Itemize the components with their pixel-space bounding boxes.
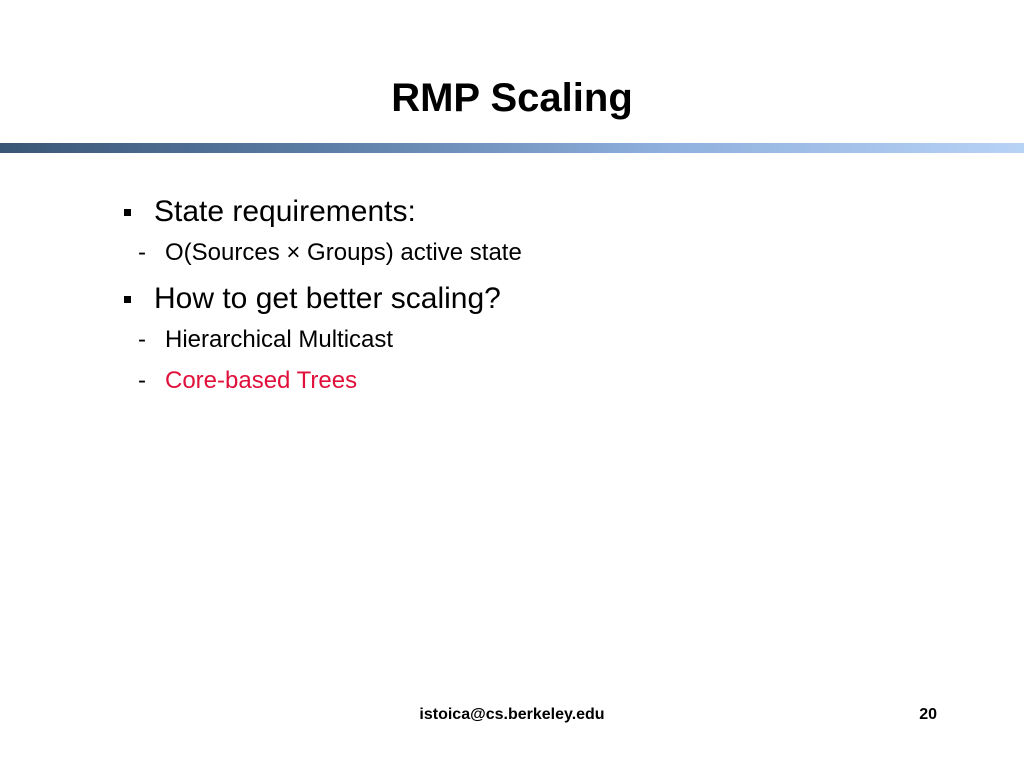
- bullet-text: State requirements:: [154, 195, 416, 228]
- dash-bullet-icon: -: [138, 367, 146, 394]
- sub-bullet-item: [120, 325, 980, 355]
- slide-title: RMP Scaling: [391, 76, 633, 120]
- sub-bullet-item: [120, 238, 980, 268]
- sub-bullet-text: Hierarchical Multicast: [165, 326, 394, 353]
- sub-bullet-group: [120, 325, 980, 396]
- footer-email: istoica@cs.berkeley.edu: [419, 706, 605, 723]
- sub-bullet-text-highlighted: Core-based Trees: [165, 367, 358, 394]
- bullet-list: [120, 192, 980, 407]
- title-divider: [0, 143, 1024, 153]
- sub-bullet-text: O(Sources × Groups) active state: [165, 239, 522, 266]
- dash-bullet-icon: -: [138, 239, 146, 266]
- sub-bullet-item: [120, 366, 980, 396]
- sub-bullet-group: [120, 238, 980, 268]
- bullet-item: [120, 279, 980, 319]
- square-bullet-icon: [124, 296, 131, 303]
- bullet-text: How to get better scaling?: [154, 282, 501, 315]
- square-bullet-icon: [124, 209, 131, 216]
- dash-bullet-icon: -: [138, 326, 146, 353]
- bullet-item: [120, 192, 980, 232]
- page-number: 20: [919, 706, 937, 723]
